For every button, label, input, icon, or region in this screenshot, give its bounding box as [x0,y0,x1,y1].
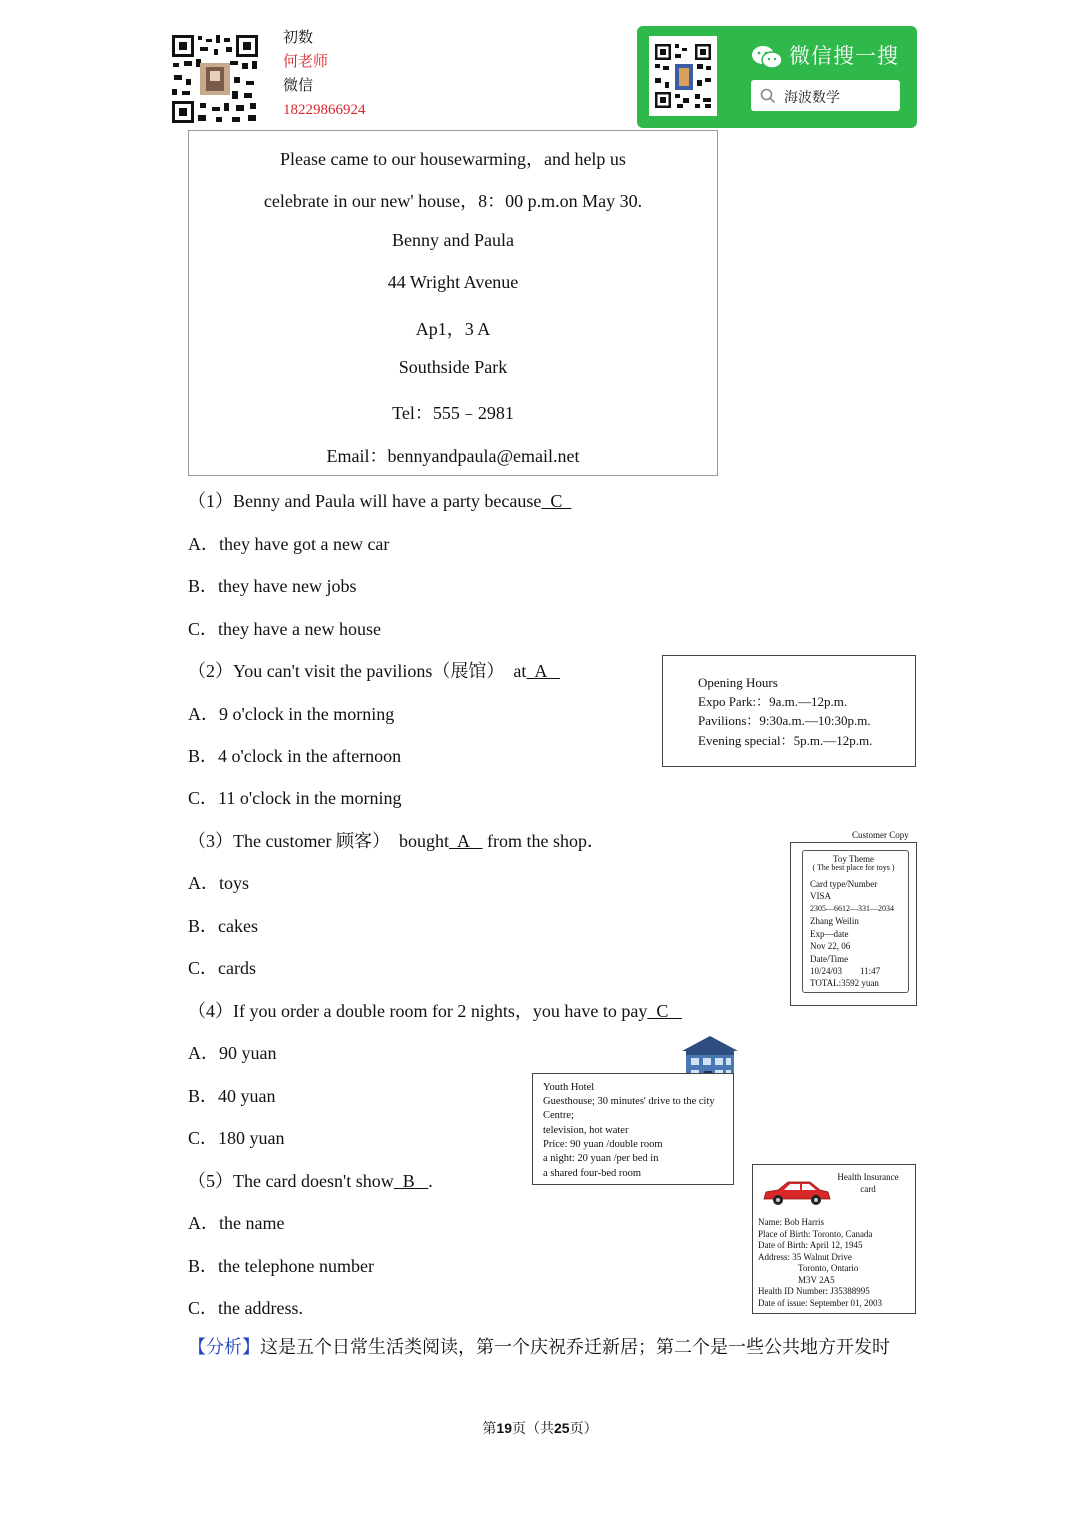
health-card-subtitle: card [860,1184,876,1194]
receipt-line: Zhang Weilin [810,916,859,926]
receipt-line: Card type/Number [810,879,878,889]
analysis-tag: 【分析】 [188,1337,260,1357]
hotel-line: Guesthouse; 30 minutes' drive to the city [543,1096,715,1107]
qr-code-right [649,36,717,116]
question-2-option-a[interactable]: A．9 o'clock in the morning [188,704,395,724]
receipt-total: TOTAL:3592 yuan [810,978,879,988]
receipt-line: VISA [810,891,832,901]
hotel-line: television, hot water [543,1125,629,1136]
page-number: 19 [496,1420,512,1436]
wechat-search-box[interactable] [751,80,900,111]
hotel-line: Price: 90 yuan /double room [543,1139,663,1150]
hotel-line: Centre; [543,1110,574,1121]
car-icon [760,1179,832,1207]
question-1-option-a[interactable]: A．they have got a new car [188,534,390,554]
health-card-line: Date of Birth: April 12, 1945 [758,1240,863,1250]
wechat-search-query: 海波数学 [784,90,840,106]
question-3-option-c[interactable]: C．cards [188,958,256,978]
page-total: 25 [554,1420,570,1436]
receipt-shop-name: Toy Theme [833,854,874,864]
hotel-line: a shared four-bed room [543,1168,642,1179]
question-5-answer: B [393,1171,429,1191]
receipt-line: Date/Time [810,954,849,964]
receipt-line: Nov 22, 06 [810,941,851,951]
health-card-title: Health Insurance [837,1172,899,1182]
question-2-option-c[interactable]: C．11 o'clock in the morning [188,788,402,808]
question-3-option-b[interactable]: B．cakes [188,916,258,936]
question-5-stem: （5）The card doesn't show B . [188,1171,433,1191]
question-4-option-b[interactable]: B．40 yuan [188,1086,276,1106]
invitation-line: Southside Park [398,357,508,377]
analysis-paragraph [188,1333,890,1359]
health-card-line: Place of Birth: Toronto, Canada [758,1229,873,1239]
analysis-text: 这是五个日常生活类阅读，第一个庆祝乔迁新居；第二个是一些公共地方开发时 [260,1337,890,1357]
question-4-answer: C [647,1001,682,1021]
health-card-line: M3V 2A5 [798,1275,835,1285]
receipt-shop-slogan: ( The best place for toys ) [812,863,895,872]
invitation-line: Benny and Paula [392,230,514,250]
search-icon [760,88,776,104]
phone-number: 18229866924 [283,102,366,118]
health-card-line: Address: 35 Walnut Drive [758,1252,852,1262]
question-5-option-b[interactable]: B．the telephone number [188,1256,374,1276]
invitation-line: 44 Wright Avenue [387,272,519,292]
invitation-line: Ap1，3 A [415,319,491,339]
wechat-logo-icon [751,44,783,70]
question-3-answer: A [448,831,483,851]
question-5-option-a[interactable]: A．the name [188,1213,285,1233]
question-3-stem: （3）The customer 顾客） bought A from the shop． [188,831,605,851]
invitation-line: celebrate in our new' house，8：00 p.m.on May 30. [263,191,643,211]
opening-hours-line: Expo Park:：9a.m.—12p.m. [698,694,848,709]
invitation-line: Please came to our housewarming，and help us [280,149,626,169]
page-footer: 第19页（共25页） [482,1420,598,1437]
receipt-line: 10/24/03 11:47 [810,966,881,976]
question-1-option-b[interactable]: B．they have new jobs [188,576,357,596]
question-5-option-c[interactable]: C．the address. [188,1298,303,1318]
receipt-header: Customer Copy [852,830,909,840]
question-2-option-b[interactable]: B．4 o'clock in the afternoon [188,746,402,766]
health-card-line: Name: Bob Harris [758,1217,824,1227]
health-card-line: Date of issue: September 01, 2003 [758,1298,882,1308]
question-1-answer: C [541,491,572,511]
invitation-line: Email：bennyandpaula@email.net [326,446,580,466]
health-insurance-card [752,1164,916,1314]
receipt [790,842,917,1006]
health-card-line: Health ID Number: J35388995 [758,1286,870,1296]
qr-code-left [170,33,260,125]
receipt-line: 2305—6612—331—2034 [810,904,894,913]
question-2-stem: （2）You can't visit the pavilions（展馆） at A [188,661,560,681]
question-1-stem: （1）Benny and Paula will have a party because C [188,491,572,511]
question-4-option-a[interactable]: A．90 yuan [188,1043,277,1063]
opening-hours-line: Pavilions：9:30a.m.—10:30p.m. [698,713,871,728]
question-4-stem: （4）If you order a double room for 2 nights，you have to pay C [188,1001,682,1021]
teacher-label-1: 初数 [283,30,314,46]
wechat-label: 微信 [283,78,314,94]
question-4-option-c[interactable]: C．180 yuan [188,1128,285,1148]
receipt-line: Exp—date [810,929,849,939]
question-3-option-a[interactable]: A．toys [188,873,250,893]
opening-hours-sign [662,655,916,767]
hotel-line: a night: 20 yuan /per bed in [543,1153,659,1164]
opening-hours-line: Evening special：5p.m.—12p.m. [698,733,873,748]
health-card-line: Toronto, Ontario [798,1263,859,1273]
teacher-name: 何老师 [283,54,329,70]
question-2-answer: A [526,661,560,681]
hotel-notice [532,1073,734,1185]
opening-hours-title: Opening Hours [698,675,778,690]
invitation-line: Tel：555﹣2981 [392,403,514,423]
invitation-card [188,130,718,476]
wechat-search-banner[interactable] [637,26,917,128]
wechat-search-title: 微信搜一搜 [789,44,899,68]
hotel-name: Youth Hotel [543,1082,595,1093]
question-1-option-c[interactable]: C．they have a new house [188,619,381,639]
